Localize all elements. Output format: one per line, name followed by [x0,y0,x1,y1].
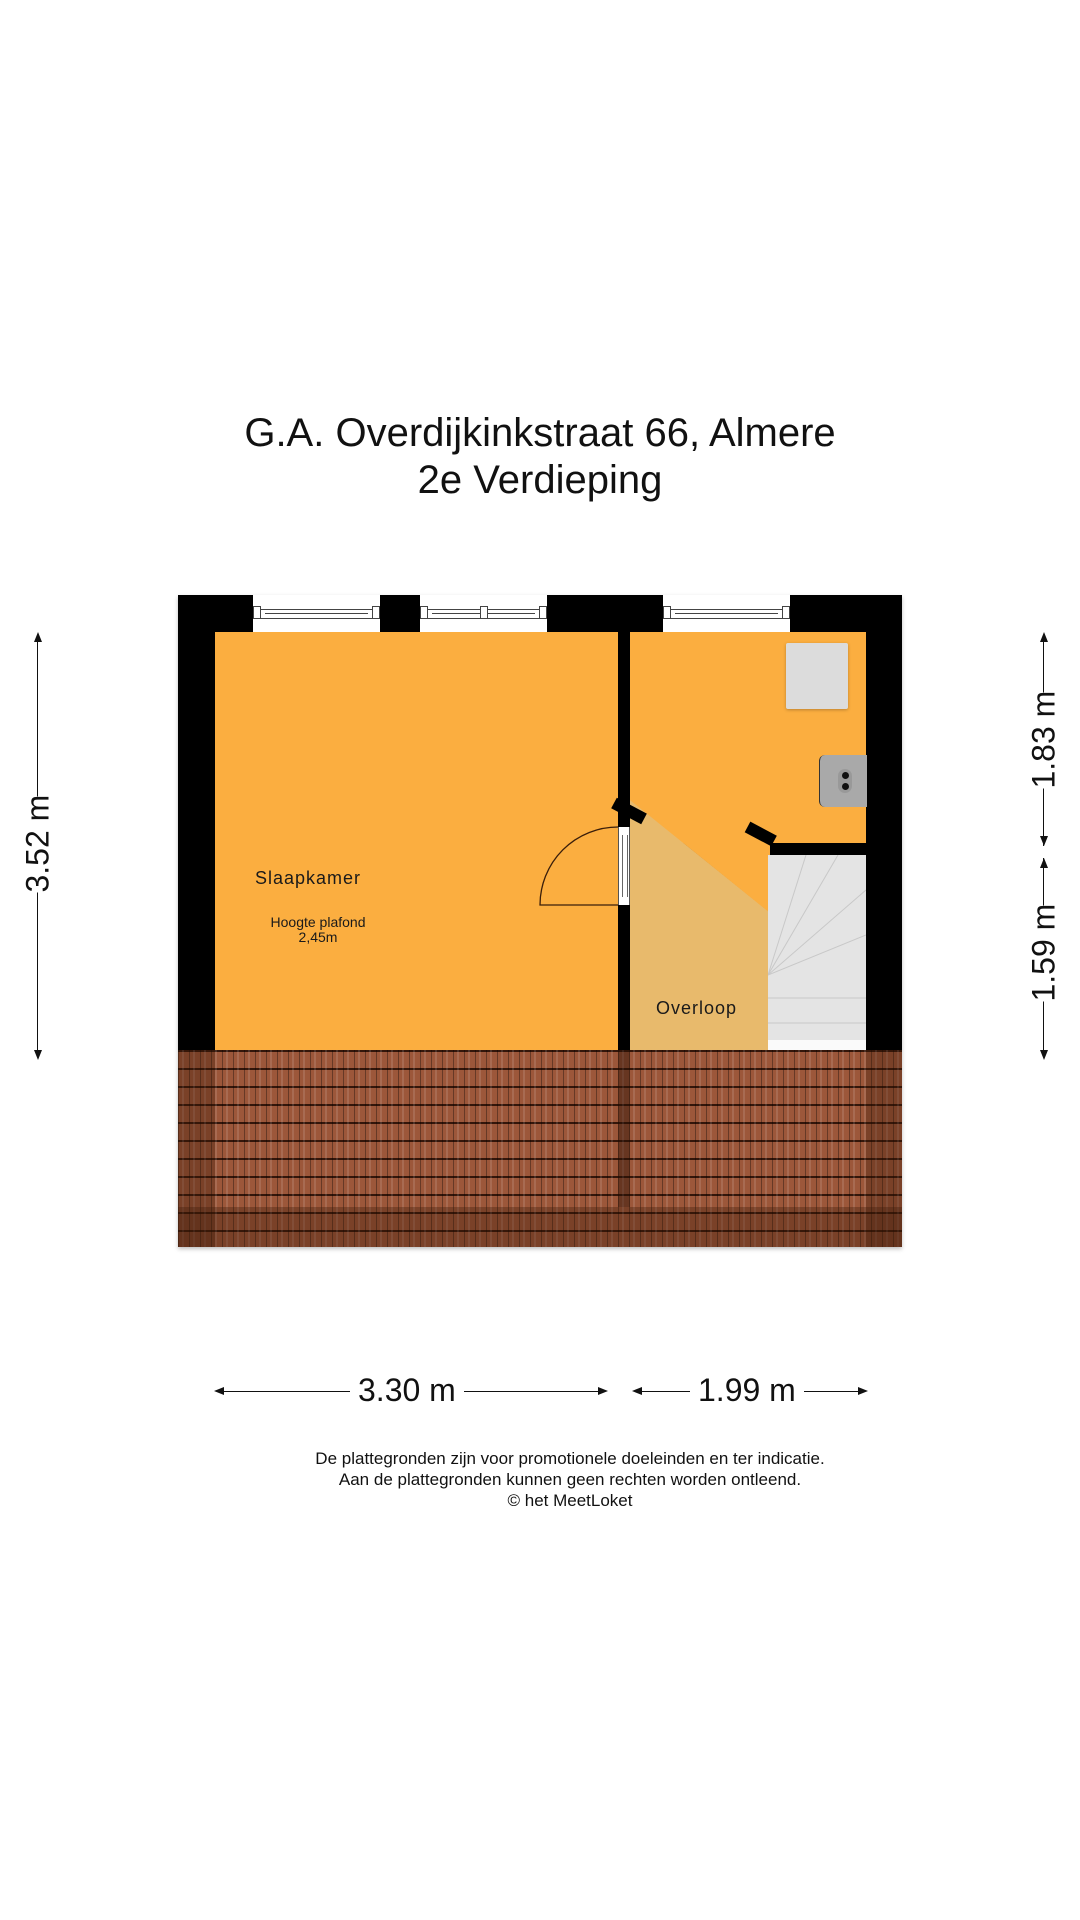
bathroom-wall-bottom [770,843,866,855]
arrow-up-icon [1040,858,1048,868]
arrow-down-icon [1040,1050,1048,1060]
partition-wall-upper [618,632,630,802]
window-2 [420,595,547,632]
window-1 [253,595,380,632]
door-swing-icon [538,825,620,907]
partition-wall-lower [618,905,630,1050]
partition-wall-stub [618,807,630,827]
room-label-slaapkamer: Slaapkamer [255,868,362,888]
dim-bottom-left: 3.30 m [350,1372,464,1409]
room-label-overloop: Overloop [656,998,738,1018]
dim-left-height: 3.52 m [19,794,56,893]
dim-right-upper: 1.83 m [1025,690,1062,789]
arrow-right-icon [858,1387,868,1395]
roof-shade-partition [618,1050,630,1207]
washing-machine-icon [786,643,848,709]
dim-gap [1030,846,1060,858]
sink-icon [819,755,867,807]
ceiling-height-value: 2,45m [298,929,338,945]
dim-bottom-right: 1.99 m [690,1372,804,1409]
arrow-down-icon [34,1050,42,1060]
copyright-line: © het MeetLoket [507,1491,633,1510]
arrow-right-icon [598,1387,608,1395]
arrow-left-icon [214,1387,224,1395]
arrow-down-icon [1040,836,1048,846]
staircase [768,855,866,1050]
disclaimer-line-2: Aan de plattegronden kunnen geen rechten worden ontleend. [338,1470,802,1489]
dim-right-lower: 1.59 m [1025,903,1062,1002]
window-3 [663,595,790,632]
address-title: G.A. Overdijkinkstraat 66, Almere [244,411,836,455]
disclaimer-line-1: De plattegronden zijn voor promotionele doeleinden en ter indicatie. [315,1449,825,1468]
ceiling-height-caption: Hoogte plafond [270,914,366,930]
floor-title: 2e Verdieping [417,458,663,502]
floor-plan [178,595,902,1247]
arrow-up-icon [34,632,42,642]
ceiling-height-label [258,915,378,945]
roof-shade-bottom [178,1207,902,1247]
arrow-up-icon [1040,632,1048,642]
arrow-left-icon [632,1387,642,1395]
